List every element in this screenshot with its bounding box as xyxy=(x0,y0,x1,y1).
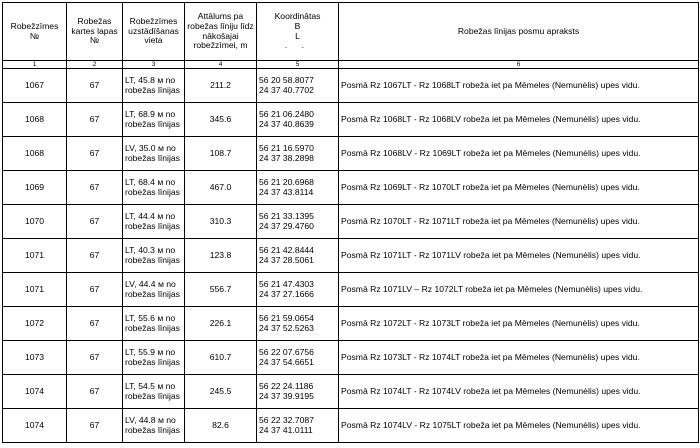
description-cell: Posmā Rz 1073LT - Rz 1074LT robeža iet pa Mēmeles (Nemunėlis) upes vidu. xyxy=(339,341,699,375)
coordinates-cell xyxy=(257,137,339,171)
table-row xyxy=(3,103,699,137)
description-cell: Posmā Rz 1074LT - Rz 1074LV robeža iet pa Mēmeles (Nemunėlis) upes vidu. xyxy=(339,375,699,409)
description-cell: Posmā Rz 1068LT - Rz 1068LV robeža iet pa Mēmeles (Nemunėlis) upes vidu. xyxy=(339,103,699,137)
table-row xyxy=(3,409,699,443)
header-location: Robežzīmes uzstādīšanas vieta xyxy=(123,3,185,61)
coordinate-b: 56 22 24.1186 xyxy=(259,380,314,391)
coordinates-cell xyxy=(257,307,339,341)
map-sheet-cell: 67 xyxy=(67,307,123,341)
header-row xyxy=(3,3,699,61)
coordinates-cell xyxy=(257,171,339,205)
column-number: 5 xyxy=(257,61,339,69)
map-sheet-cell: 67 xyxy=(67,341,123,375)
description-cell: Posmā Rz 1068LV - Rz 1069LT robeža iet pa Mēmeles (Nemunėlis) upes vidu. xyxy=(339,137,699,171)
location-cell: LT, 55.9 м no robežas līnijas xyxy=(123,341,185,375)
table-row xyxy=(3,273,699,307)
mark-number-cell: 1074 xyxy=(3,409,67,443)
description-cell: Posmā Rz 1074LV - Rz 1075LT robeža iet pa Mēmeles (Nemunėlis) upes vidu. xyxy=(339,409,699,443)
table-row xyxy=(3,69,699,103)
distance-cell: 345.6 xyxy=(185,103,257,137)
map-sheet-cell: 67 xyxy=(67,273,123,307)
description-cell: Posmā Rz 1071LV – Rz 1072LT robeža iet pa Mēmeles (Nemunėlis) upes vidu. xyxy=(339,273,699,307)
mark-number-cell: 1067 xyxy=(3,69,67,103)
location-cell: LT, 55.6 м no robežas līnijas xyxy=(123,307,185,341)
map-sheet-cell: 67 xyxy=(67,239,123,273)
coordinate-b: 56 20 58.8077 xyxy=(259,74,314,85)
map-sheet-cell: 67 xyxy=(67,69,123,103)
distance-cell: 82.6 xyxy=(185,409,257,443)
coordinate-l: 24 37 52.5263 xyxy=(259,322,314,333)
coordinates-cell xyxy=(257,239,339,273)
coordinate-b: 56 21 16.5970 xyxy=(259,142,314,153)
coordinate-b: 56 21 47.4303 xyxy=(259,278,314,289)
mark-number-cell: 1070 xyxy=(3,205,67,239)
header-mark-number: Robežzīmes № xyxy=(3,3,67,61)
coordinate-l: 24 37 40.7702 xyxy=(259,84,314,95)
description-cell: Posmā Rz 1069LT - Rz 1070LT robeža iet pa Mēmeles (Nemunėlis) upes vidu. xyxy=(339,171,699,205)
coordinate-l: 24 37 54.6651 xyxy=(259,356,314,367)
distance-cell: 245.5 xyxy=(185,375,257,409)
distance-cell: 211.2 xyxy=(185,69,257,103)
coordinate-b: 56 21 33.1395 xyxy=(259,210,314,221)
coordinate-b: 56 21 42.8444 xyxy=(259,244,314,255)
coordinates-cell xyxy=(257,375,339,409)
location-cell: LT, 68.9 м no robežas līnijas xyxy=(123,103,185,137)
coordinate-l: 24 37 38.2898 xyxy=(259,152,314,163)
map-sheet-cell: 67 xyxy=(67,409,123,443)
coordinates-cell xyxy=(257,341,339,375)
mark-number-cell: 1068 xyxy=(3,137,67,171)
table-row xyxy=(3,307,699,341)
table-row xyxy=(3,205,699,239)
column-number: 6 xyxy=(339,61,699,69)
header-coordinates-b: B xyxy=(294,20,301,31)
description-cell: Posmā Rz 1070LT - Rz 1071LT robeža iet pa Mēmeles (Nemunėlis) upes vidu. xyxy=(339,205,699,239)
table-row xyxy=(3,341,699,375)
table-row xyxy=(3,171,699,205)
distance-cell: 610.7 xyxy=(185,341,257,375)
column-number: 4 xyxy=(185,61,257,69)
coordinate-l: 24 37 40.8639 xyxy=(259,118,314,129)
header-coordinates-dots: . . xyxy=(284,40,311,51)
coordinate-b: 56 21 20.6968 xyxy=(259,176,314,187)
coordinates-cell xyxy=(257,409,339,443)
distance-cell: 556.7 xyxy=(185,273,257,307)
column-number: 1 xyxy=(3,61,67,69)
map-sheet-cell: 67 xyxy=(67,171,123,205)
map-sheet-cell: 67 xyxy=(67,103,123,137)
header-coordinates xyxy=(257,3,339,61)
coordinate-b: 56 22 32.7087 xyxy=(259,414,314,425)
header-description: Robežas līnijas posmu apraksts xyxy=(339,3,699,61)
coordinate-b: 56 22 07.6756 xyxy=(259,346,314,357)
coordinate-l: 24 37 28.5061 xyxy=(259,254,314,265)
description-cell: Posmā Rz 1072LT - Rz 1073LT robeža iet pa Mēmeles (Nemunėlis) upes vidu. xyxy=(339,307,699,341)
table-row xyxy=(3,375,699,409)
header-coordinates-l: L xyxy=(295,30,300,41)
mark-number-cell: 1074 xyxy=(3,375,67,409)
mark-number-cell: 1073 xyxy=(3,341,67,375)
location-cell: LV, 44.4 м no robežas līnijas xyxy=(123,273,185,307)
header-map-sheet: Robežas kartes lapas № xyxy=(67,3,123,61)
coordinate-b: 56 21 06.2480 xyxy=(259,108,314,119)
border-table xyxy=(2,2,699,443)
location-cell: LT, 54.5 м no robežas līnijas xyxy=(123,375,185,409)
map-sheet-cell: 67 xyxy=(67,375,123,409)
table-row xyxy=(3,137,699,171)
table-row xyxy=(3,239,699,273)
mark-number-cell: 1072 xyxy=(3,307,67,341)
distance-cell: 467.0 xyxy=(185,171,257,205)
coordinates-cell xyxy=(257,273,339,307)
header-coordinates-title: Koordinātas xyxy=(274,11,321,22)
mark-number-cell: 1071 xyxy=(3,239,67,273)
coordinate-l: 24 37 43.8114 xyxy=(259,186,314,197)
map-sheet-cell: 67 xyxy=(67,205,123,239)
location-cell: LV, 44.8 м no robežas līnijas xyxy=(123,409,185,443)
mark-number-cell: 1071 xyxy=(3,273,67,307)
mark-number-cell: 1068 xyxy=(3,103,67,137)
map-sheet-cell: 67 xyxy=(67,137,123,171)
coordinate-b: 56 21 59.0654 xyxy=(259,312,314,323)
description-cell: Posmā Rz 1071LT - Rz 1071LV robeža iet pa Mēmeles (Nemunėlis) upes vidu. xyxy=(339,239,699,273)
coordinate-l: 24 37 27.1666 xyxy=(259,288,314,299)
description-cell: Posmā Rz 1067LT - Rz 1068LT robeža iet pa Mēmeles (Nemunėlis) upes vidu. xyxy=(339,69,699,103)
location-cell: LT, 45.8 м no robežas līnijas xyxy=(123,69,185,103)
column-number: 2 xyxy=(67,61,123,69)
column-number: 3 xyxy=(123,61,185,69)
header-distance: Attālums pa robežas līniju līdz nākošajai robežzīmei, m xyxy=(185,3,257,61)
distance-cell: 108.7 xyxy=(185,137,257,171)
coordinates-cell xyxy=(257,103,339,137)
distance-cell: 123.8 xyxy=(185,239,257,273)
location-cell: LV, 35.0 м no robežas līnijas xyxy=(123,137,185,171)
location-cell: LT, 40.3 м no robežas līnijas xyxy=(123,239,185,273)
coordinates-cell xyxy=(257,205,339,239)
distance-cell: 226.1 xyxy=(185,307,257,341)
column-number-row xyxy=(3,61,699,69)
coordinate-l: 24 37 29.4760 xyxy=(259,220,314,231)
location-cell: LT, 68.4 м no robežas līnijas xyxy=(123,171,185,205)
distance-cell: 310.3 xyxy=(185,205,257,239)
coordinates-cell xyxy=(257,69,339,103)
coordinate-l: 24 37 41.0111 xyxy=(259,424,313,435)
location-cell: LT, 44.4 м no robežas līnijas xyxy=(123,205,185,239)
mark-number-cell: 1069 xyxy=(3,171,67,205)
coordinate-l: 24 37 39.9195 xyxy=(259,390,314,401)
table-body xyxy=(3,69,699,443)
